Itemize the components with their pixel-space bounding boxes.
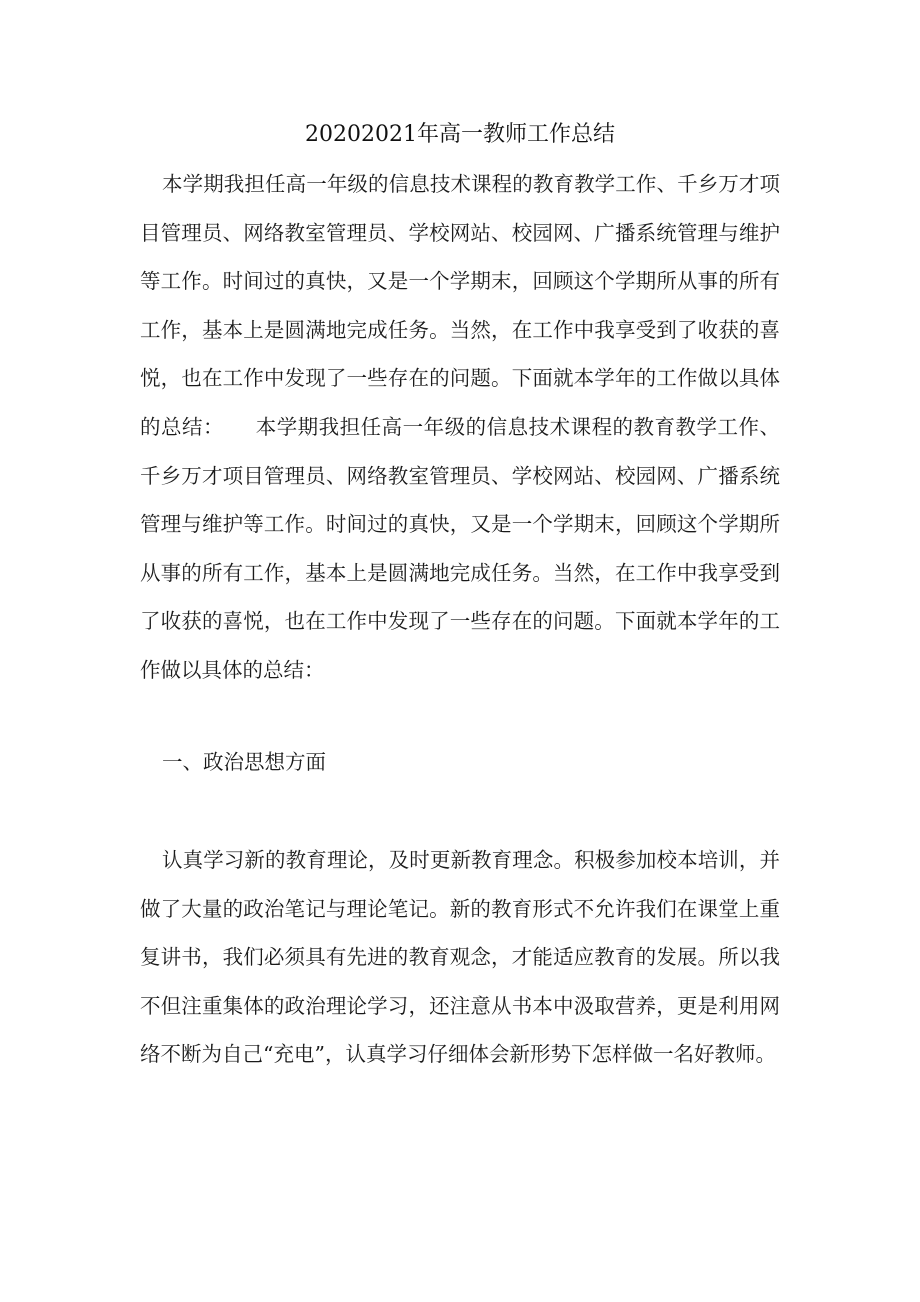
section-paragraph-politics: 认真学习新的教育理论，及时更新教育理念。积极参加校本培训，并做了大量的政治笔记与理论笔记。新的教育形式不允许我们在课堂上重复讲书，我们必须具有先进的教育观念，才能适应教育的发展。所以我不但注重集体的政治理论学习，还注意从书本中汲取营养，更是利用网络不断为自己“充电”，认真学习仔细体会新形势下怎样做一名好教师。 (140, 848, 780, 1067)
intro-paragraph: 本学期我担任高一年级的信息技术课程的教育教学工作、千乡万才项目管理员、网络教室管理员、学校网站、校园网、广播系统管理与维护等工作。时间过的真快，又是一个学期末，回顾这个学期所从事的所有工作，基本上是圆满地完成任务。当然，在工作中我享受到了收获的喜悦，也在工作中发现了一些存在的问题。下面就本学年的工作做以具体的总结： 本学期我担任高一年级的信息技术课程的教育教学工作、千乡万才项目管理员、网络教室管理员、学校网站、校园网、广播系统管理与维护等工作。时间过的真快，又是一个学期末，回顾这个学期所从事的所有工作，基本上是圆满地完成任务。当然，在工作中我享受到了收获的喜悦，也在工作中发现了一些存在的问题。下面就本学年的工作做以具体的总结： (140, 172, 780, 682)
document-title: 20202021年高一教师工作总结 (305, 122, 615, 147)
section-heading-politics: 一、政治思想方面 (162, 750, 326, 774)
